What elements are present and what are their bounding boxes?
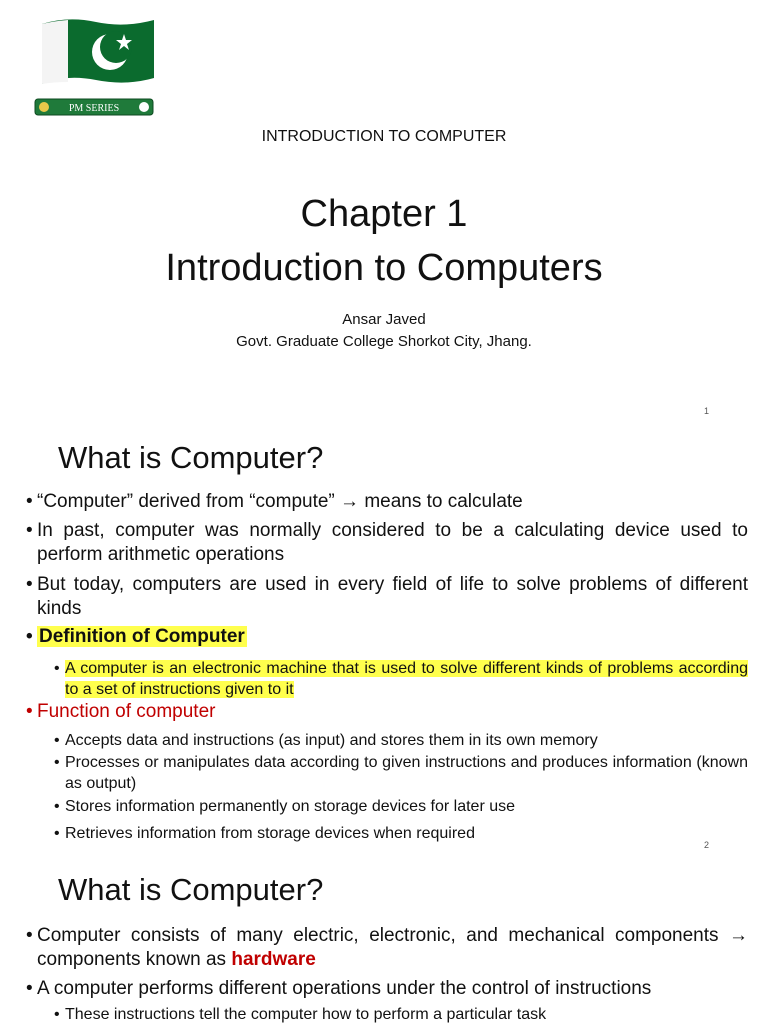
function-item: • Processes or manipulates data according to given instructions and produces information (known as output) [52, 752, 748, 794]
chapter-title: Chapter 1 [300, 193, 468, 235]
hardware-term: hardware [231, 949, 316, 970]
bullet-today-usage: • But today, computers are used in every field of life to solve problems of different kinds [24, 573, 748, 621]
college-name: Govt. Graduate College Shorkot City, Jhang. [236, 333, 532, 350]
definition-text [52, 658, 748, 700]
definition-text-part-a: A computer is an electronic machine that is used [65, 660, 422, 677]
function-item: • Stores information permanently on storage devices for later use [52, 796, 748, 817]
function-label: • Function of computer [24, 700, 748, 724]
badge-label: PM SERIES [68, 103, 120, 114]
bullet-operations: • A computer performs different operations under the control of instructions [24, 977, 748, 1001]
function-item: • Retrieves information from storage devices when required [52, 823, 748, 844]
slide-heading: What is Computer? [58, 440, 324, 475]
hardware-text: Computer consists of many electric, electronic, and mechanical components → components known as [37, 925, 748, 970]
bullet-compute-origin: • “Computer” derived from “compute” → means to calculate [24, 490, 748, 514]
presentation-title: Introduction to Computers [165, 247, 603, 289]
pm-series-badge [34, 96, 154, 118]
definition-text-part-b: to solve different kinds of problems according to a set of instructions given to it [65, 660, 749, 698]
definition-label: Definition of Computer [39, 626, 245, 647]
bullet-past-usage: • In past, computer was normally considered to be a calculating device used to perform arithmetic operations [24, 519, 748, 567]
slide-heading: What is Computer? [58, 872, 324, 907]
presentation-header: INTRODUCTION TO COMPUTER [261, 128, 507, 145]
author-name: Ansar Javed [342, 311, 426, 328]
function-item: • Accepts data and instructions (as input) and stores them in its own memory [52, 730, 748, 751]
page-number: 2 [704, 840, 710, 850]
pakistan-flag-icon [38, 16, 156, 88]
bullet-hardware [24, 924, 748, 972]
page-number: 1 [704, 406, 710, 416]
sub-bullet-instructions: • These instructions tell the computer how to perform a particular task [52, 1004, 748, 1025]
bullet-definition-label [24, 625, 748, 649]
